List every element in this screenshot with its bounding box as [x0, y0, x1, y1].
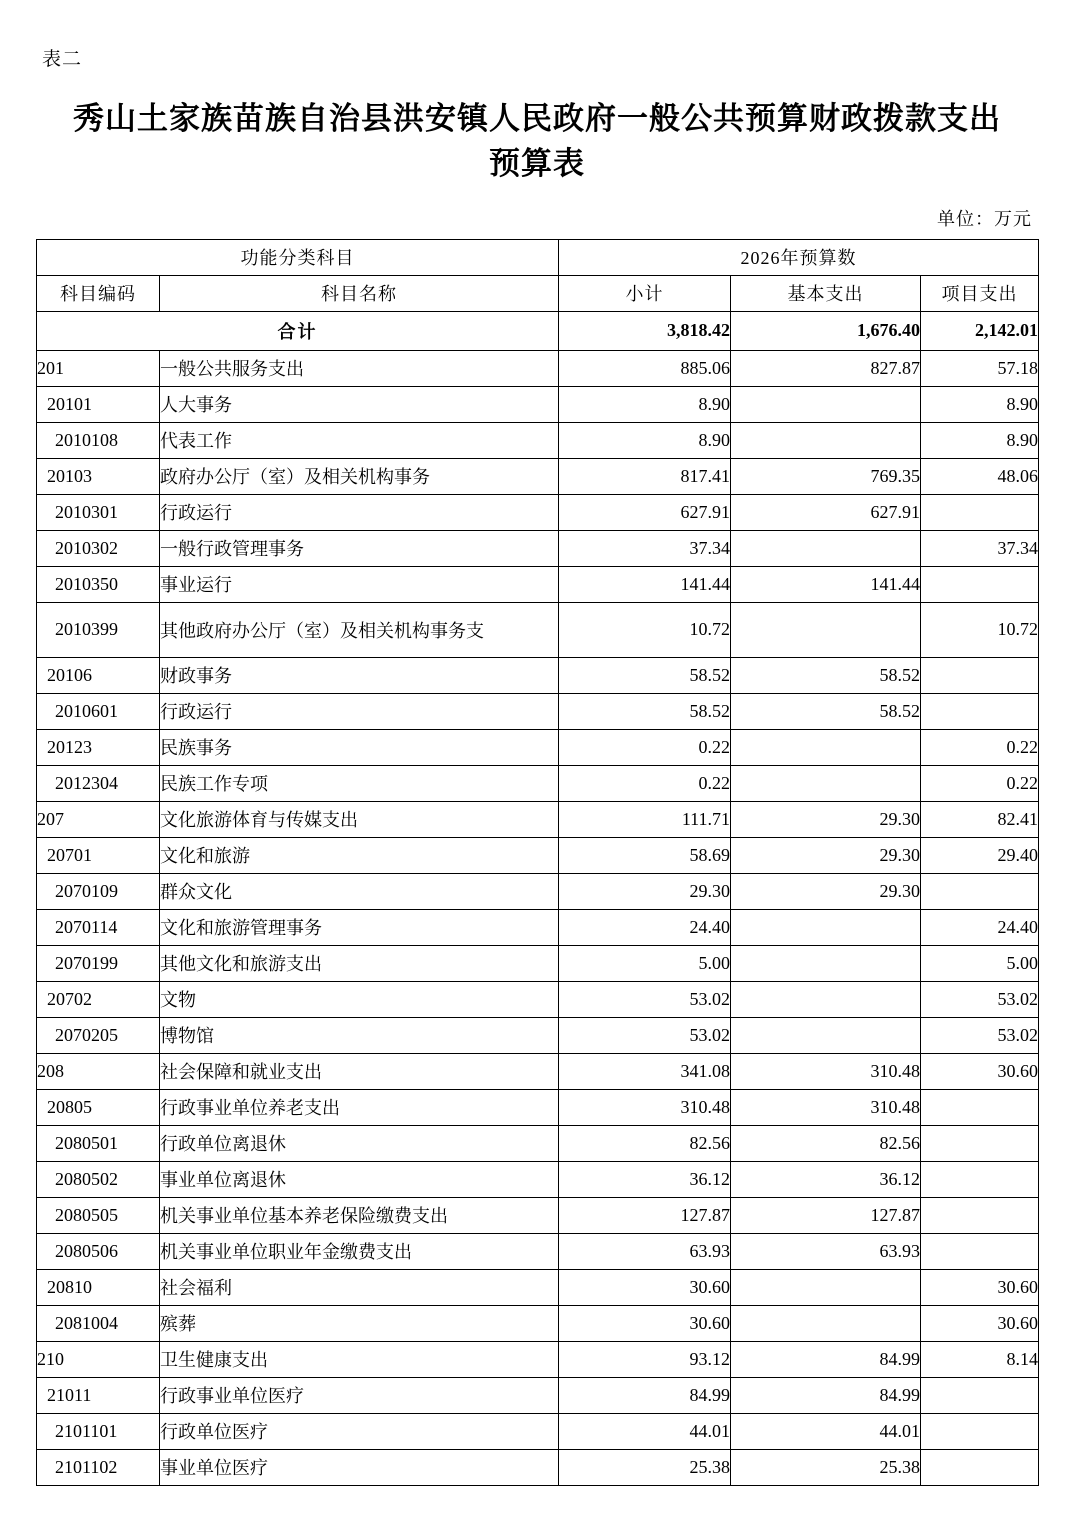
table-row: [37, 873, 1039, 909]
row-subject-name: 文物: [160, 981, 559, 1017]
row-code: 2070205: [37, 1017, 160, 1053]
table-row: [37, 693, 1039, 729]
row-subtotal: 24.40: [559, 909, 731, 945]
row-code: 2070109: [37, 873, 160, 909]
row-project-expenditure: 5.00: [921, 945, 1039, 981]
row-subject-name: 社会福利: [160, 1269, 559, 1305]
row-project-expenditure: 53.02: [921, 981, 1039, 1017]
row-subject-name: 政府办公厅（室）及相关机构事务: [160, 458, 559, 494]
table-row: [37, 350, 1039, 386]
row-project-expenditure: [921, 1197, 1039, 1233]
row-code: 2101102: [37, 1449, 160, 1485]
row-subject-name: 事业运行: [160, 566, 559, 602]
header-year-budget: 2026年预算数: [559, 239, 1039, 275]
table-row: [37, 909, 1039, 945]
row-code: 2010350: [37, 566, 160, 602]
row-basic-expenditure: 310.48: [731, 1089, 921, 1125]
row-basic-expenditure: [731, 602, 921, 657]
row-basic-expenditure: [731, 422, 921, 458]
table-row: [37, 1269, 1039, 1305]
row-basic-expenditure: 769.35: [731, 458, 921, 494]
row-code: 21011: [37, 1377, 160, 1413]
row-project-expenditure: 82.41: [921, 801, 1039, 837]
table-row: [37, 801, 1039, 837]
row-subtotal: 30.60: [559, 1269, 731, 1305]
row-subject-name: 行政运行: [160, 494, 559, 530]
row-code: 20103: [37, 458, 160, 494]
row-subtotal: 141.44: [559, 566, 731, 602]
row-basic-expenditure: 36.12: [731, 1161, 921, 1197]
row-subtotal: 58.69: [559, 837, 731, 873]
row-project-expenditure: [921, 657, 1039, 693]
row-project-expenditure: 30.60: [921, 1269, 1039, 1305]
row-basic-expenditure: 25.38: [731, 1449, 921, 1485]
row-project-expenditure: 0.22: [921, 729, 1039, 765]
sheet-label: 表二: [42, 49, 83, 70]
row-code: 20810: [37, 1269, 160, 1305]
row-subject-name: 一般公共服务支出: [160, 350, 559, 386]
row-code: 208: [37, 1053, 160, 1089]
row-subtotal: 36.12: [559, 1161, 731, 1197]
row-subtotal: 8.90: [559, 422, 731, 458]
row-subtotal: 93.12: [559, 1341, 731, 1377]
row-basic-expenditure: 63.93: [731, 1233, 921, 1269]
row-project-expenditure: 8.90: [921, 386, 1039, 422]
row-project-expenditure: 57.18: [921, 350, 1039, 386]
row-project-expenditure: 10.72: [921, 602, 1039, 657]
row-code: 2080501: [37, 1125, 160, 1161]
row-subtotal: 58.52: [559, 657, 731, 693]
row-project-expenditure: [921, 1161, 1039, 1197]
row-code: 207: [37, 801, 160, 837]
table-row: [37, 422, 1039, 458]
row-subject-name: 社会保障和就业支出: [160, 1053, 559, 1089]
row-subject-name: 机关事业单位职业年金缴费支出: [160, 1233, 559, 1269]
row-basic-expenditure: 44.01: [731, 1413, 921, 1449]
row-code: 2101101: [37, 1413, 160, 1449]
table-row: [37, 945, 1039, 981]
row-subject-name: 行政单位离退休: [160, 1125, 559, 1161]
row-subtotal: 53.02: [559, 1017, 731, 1053]
row-code: 20805: [37, 1089, 160, 1125]
row-basic-expenditure: [731, 981, 921, 1017]
row-basic-expenditure: 29.30: [731, 801, 921, 837]
row-subtotal: 5.00: [559, 945, 731, 981]
table-row: [37, 1341, 1039, 1377]
row-subtotal: 37.34: [559, 530, 731, 566]
table-row: [37, 386, 1039, 422]
row-project-expenditure: 30.60: [921, 1053, 1039, 1089]
table-row: [37, 729, 1039, 765]
row-project-expenditure: [921, 1377, 1039, 1413]
row-basic-expenditure: 29.30: [731, 873, 921, 909]
row-code: 2010302: [37, 530, 160, 566]
row-basic-expenditure: 84.99: [731, 1341, 921, 1377]
row-project-expenditure: [921, 566, 1039, 602]
table-row: [37, 1017, 1039, 1053]
row-subject-name: 行政事业单位医疗: [160, 1377, 559, 1413]
row-project-expenditure: 29.40: [921, 837, 1039, 873]
row-project-expenditure: [921, 1233, 1039, 1269]
row-subject-name: 事业单位医疗: [160, 1449, 559, 1485]
row-basic-expenditure: [731, 530, 921, 566]
row-basic-expenditure: [731, 729, 921, 765]
row-subtotal: 0.22: [559, 729, 731, 765]
row-basic-expenditure: [731, 909, 921, 945]
table-row: [37, 494, 1039, 530]
page-title: 秀山土家族苗族自治县洪安镇人民政府一般公共预算财政拨款支出预算表: [73, 101, 1001, 181]
row-code: 2070199: [37, 945, 160, 981]
table-row: [37, 566, 1039, 602]
row-subtotal: 53.02: [559, 981, 731, 1017]
row-basic-expenditure: 627.91: [731, 494, 921, 530]
table-row: [37, 1377, 1039, 1413]
total-label: 合计: [37, 311, 559, 350]
row-subject-name: 民族事务: [160, 729, 559, 765]
row-code: 201: [37, 350, 160, 386]
table-body: [37, 311, 1039, 1485]
row-code: 20701: [37, 837, 160, 873]
row-project-expenditure: 8.14: [921, 1341, 1039, 1377]
row-subject-name: 财政事务: [160, 657, 559, 693]
row-subtotal: 0.22: [559, 765, 731, 801]
row-basic-expenditure: [731, 1017, 921, 1053]
row-code: 2070114: [37, 909, 160, 945]
unit-note: 单位：万元: [937, 208, 1032, 229]
row-code: 2010601: [37, 693, 160, 729]
row-code: 210: [37, 1341, 160, 1377]
row-basic-expenditure: 127.87: [731, 1197, 921, 1233]
row-basic-expenditure: 82.56: [731, 1125, 921, 1161]
row-subject-name: 行政事业单位养老支出: [160, 1089, 559, 1125]
row-code: 20123: [37, 729, 160, 765]
row-code: 20101: [37, 386, 160, 422]
table-row: [37, 765, 1039, 801]
table-row: [37, 981, 1039, 1017]
row-basic-expenditure: 84.99: [731, 1377, 921, 1413]
row-subject-name: 卫生健康支出: [160, 1341, 559, 1377]
row-subtotal: 111.71: [559, 801, 731, 837]
row-subject-name: 博物馆: [160, 1017, 559, 1053]
row-basic-expenditure: [731, 765, 921, 801]
row-project-expenditure: [921, 1089, 1039, 1125]
row-subtotal: 29.30: [559, 873, 731, 909]
row-subtotal: 44.01: [559, 1413, 731, 1449]
table-row: [37, 530, 1039, 566]
row-project-expenditure: [921, 1413, 1039, 1449]
row-basic-expenditure: 58.52: [731, 657, 921, 693]
row-project-expenditure: [921, 1449, 1039, 1485]
row-subtotal: 10.72: [559, 602, 731, 657]
header-col-project: 项目支出: [921, 275, 1039, 311]
row-subtotal: 627.91: [559, 494, 731, 530]
row-project-expenditure: [921, 693, 1039, 729]
row-subtotal: 127.87: [559, 1197, 731, 1233]
header-col-basic: 基本支出: [731, 275, 921, 311]
row-subject-name: 民族工作专项: [160, 765, 559, 801]
table-row: [37, 1161, 1039, 1197]
row-subtotal: 58.52: [559, 693, 731, 729]
table-row: [37, 1053, 1039, 1089]
table-row: [37, 837, 1039, 873]
row-subject-name: 文化旅游体育与传媒支出: [160, 801, 559, 837]
row-basic-expenditure: 827.87: [731, 350, 921, 386]
row-subject-name: 群众文化: [160, 873, 559, 909]
row-project-expenditure: [921, 873, 1039, 909]
header-subcolumn-row: [37, 275, 1039, 311]
row-basic-expenditure: [731, 1269, 921, 1305]
budget-table: [36, 239, 1039, 1486]
row-subtotal: 84.99: [559, 1377, 731, 1413]
row-subject-name: 文化和旅游: [160, 837, 559, 873]
row-subtotal: 82.56: [559, 1125, 731, 1161]
row-subject-name: 文化和旅游管理事务: [160, 909, 559, 945]
row-code: 2081004: [37, 1305, 160, 1341]
total-project: 2,142.01: [921, 311, 1039, 350]
row-code: 2010108: [37, 422, 160, 458]
row-subtotal: 885.06: [559, 350, 731, 386]
row-basic-expenditure: 58.52: [731, 693, 921, 729]
row-project-expenditure: 30.60: [921, 1305, 1039, 1341]
row-code: 2080505: [37, 1197, 160, 1233]
table-row: [37, 1089, 1039, 1125]
total-row: [37, 311, 1039, 350]
table-row: [37, 1305, 1039, 1341]
row-code: 2080506: [37, 1233, 160, 1269]
row-code: 2010301: [37, 494, 160, 530]
row-subject-name: 殡葬: [160, 1305, 559, 1341]
table-row: [37, 1233, 1039, 1269]
header-col-code: 科目编码: [37, 275, 160, 311]
row-subtotal: 341.08: [559, 1053, 731, 1089]
row-basic-expenditure: [731, 386, 921, 422]
row-code: 2080502: [37, 1161, 160, 1197]
header-group-row: [37, 239, 1039, 275]
header-functional-category: 功能分类科目: [37, 239, 559, 275]
table-row: [37, 657, 1039, 693]
table-row: [37, 1125, 1039, 1161]
row-basic-expenditure: [731, 945, 921, 981]
row-project-expenditure: [921, 494, 1039, 530]
row-project-expenditure: 53.02: [921, 1017, 1039, 1053]
row-subtotal: 30.60: [559, 1305, 731, 1341]
row-subject-name: 事业单位离退休: [160, 1161, 559, 1197]
row-project-expenditure: 0.22: [921, 765, 1039, 801]
row-subtotal: 25.38: [559, 1449, 731, 1485]
row-basic-expenditure: [731, 1305, 921, 1341]
row-project-expenditure: 37.34: [921, 530, 1039, 566]
row-code: 20106: [37, 657, 160, 693]
table-row: [37, 602, 1039, 657]
row-project-expenditure: 24.40: [921, 909, 1039, 945]
table-row: [37, 458, 1039, 494]
row-subject-name: 机关事业单位基本养老保险缴费支出: [160, 1197, 559, 1233]
row-subtotal: 63.93: [559, 1233, 731, 1269]
row-project-expenditure: 48.06: [921, 458, 1039, 494]
row-project-expenditure: [921, 1125, 1039, 1161]
row-subject-name: 人大事务: [160, 386, 559, 422]
row-basic-expenditure: 29.30: [731, 837, 921, 873]
row-subject-name: 其他文化和旅游支出: [160, 945, 559, 981]
table-row: [37, 1197, 1039, 1233]
table-header: [37, 239, 1039, 311]
row-subject-name: 一般行政管理事务: [160, 530, 559, 566]
row-subtotal: 817.41: [559, 458, 731, 494]
row-code: 2012304: [37, 765, 160, 801]
row-subject-name: 行政运行: [160, 693, 559, 729]
header-col-name: 科目名称: [160, 275, 559, 311]
total-basic: 1,676.40: [731, 311, 921, 350]
row-code: 20702: [37, 981, 160, 1017]
header-col-subtotal: 小计: [559, 275, 731, 311]
row-subtotal: 8.90: [559, 386, 731, 422]
row-project-expenditure: 8.90: [921, 422, 1039, 458]
row-subject-name: 代表工作: [160, 422, 559, 458]
row-subject-name: 行政单位医疗: [160, 1413, 559, 1449]
row-subject-name: 其他政府办公厅（室）及相关机构事务支: [160, 602, 559, 657]
table-row: [37, 1413, 1039, 1449]
row-subtotal: 310.48: [559, 1089, 731, 1125]
row-code: 2010399: [37, 602, 160, 657]
total-subtotal: 3,818.42: [559, 311, 731, 350]
row-basic-expenditure: 141.44: [731, 566, 921, 602]
table-row: [37, 1449, 1039, 1485]
row-basic-expenditure: 310.48: [731, 1053, 921, 1089]
